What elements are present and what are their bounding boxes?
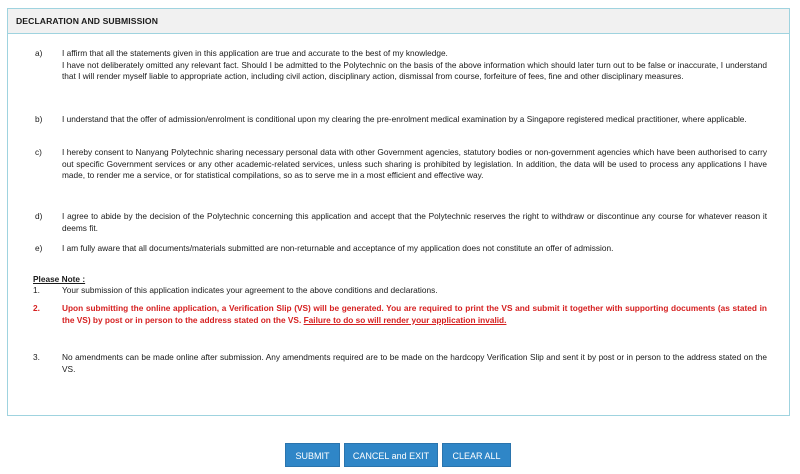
clear-all-button[interactable]: CLEAR ALL (442, 443, 511, 467)
declaration-panel (7, 8, 790, 416)
clause-letter: a) (35, 48, 43, 58)
declaration-content (8, 34, 789, 415)
clause-letter: b) (35, 114, 43, 124)
clause-letter: d) (35, 211, 43, 221)
clause-text: I understand that the offer of admission/enrolment is conditional upon my clearing the pre-enrolment medical examination by a Singapore registered medical practitioner, where applicable. (62, 114, 747, 124)
note-number: 2. (33, 303, 40, 313)
clause-text: I am fully aware that all documents/materials submitted are non-returnable and acceptance of my application does not constitute an offer of admission. (62, 243, 614, 253)
action-buttons (0, 443, 800, 467)
clause-letter: c) (35, 147, 42, 157)
clause-text: I agree to abide by the decision of the Polytechnic concerning this application and accept that the Polytechnic reserves the right to withdraw or discontinue any course for whatever reason it deems fit. (62, 211, 767, 233)
submit-button[interactable]: SUBMIT (285, 443, 340, 467)
note-number: 1. (33, 285, 40, 295)
note-warning-underlined: Failure to do so will render your application invalid. (303, 314, 507, 325)
clause-text: I have not deliberately omitted any relevant fact. Should I be admitted to the Polytechnic on the basis of the above information which should later turn out to be false or inaccurate, I understand that I will render myself liable to appropriate action, including civil action, disciplinary action, dismissal from course, forfeiture of fees, fine and other disciplinary measures. (62, 59, 767, 82)
note-warning-text: Upon submitting the online application, a Verification Slip (VS) will be generated. You are required to print the VS and submit it together with supporting documents (as stated in the VS) by post or in person to the address stated on the VS. (62, 303, 767, 325)
note-number: 3. (33, 352, 40, 362)
please-note-title: Please Note : (33, 274, 86, 284)
clause-text: I affirm that all the statements given in this application are true and accurate to the best of my knowledge. (62, 48, 448, 58)
cancel-exit-button[interactable]: CANCEL and EXIT (344, 443, 438, 467)
note-text: No amendments can be made online after submission. Any amendments required are to be made on the hardcopy Verification Slip and sent it by post or in person to the address stated on the VS. (62, 352, 767, 374)
panel-title: DECLARATION AND SUBMISSION (8, 9, 789, 34)
clause-letter: e) (35, 243, 43, 253)
clause-text: I hereby consent to Nanyang Polytechnic sharing necessary personal data with other Government agencies, statutory bodies or non-government agencies which have been authorised to carry out specific Government services or any other academic-related services, unless such sharing is prohibited by legislation. In addition, the data will be used to process any applications I have made, to render me a service, or for statistical compilations, so as to serve me in a most efficient and effective way. (62, 147, 767, 181)
note-text: Your submission of this application indicates your agreement to the above conditions and declarations. (62, 285, 438, 295)
